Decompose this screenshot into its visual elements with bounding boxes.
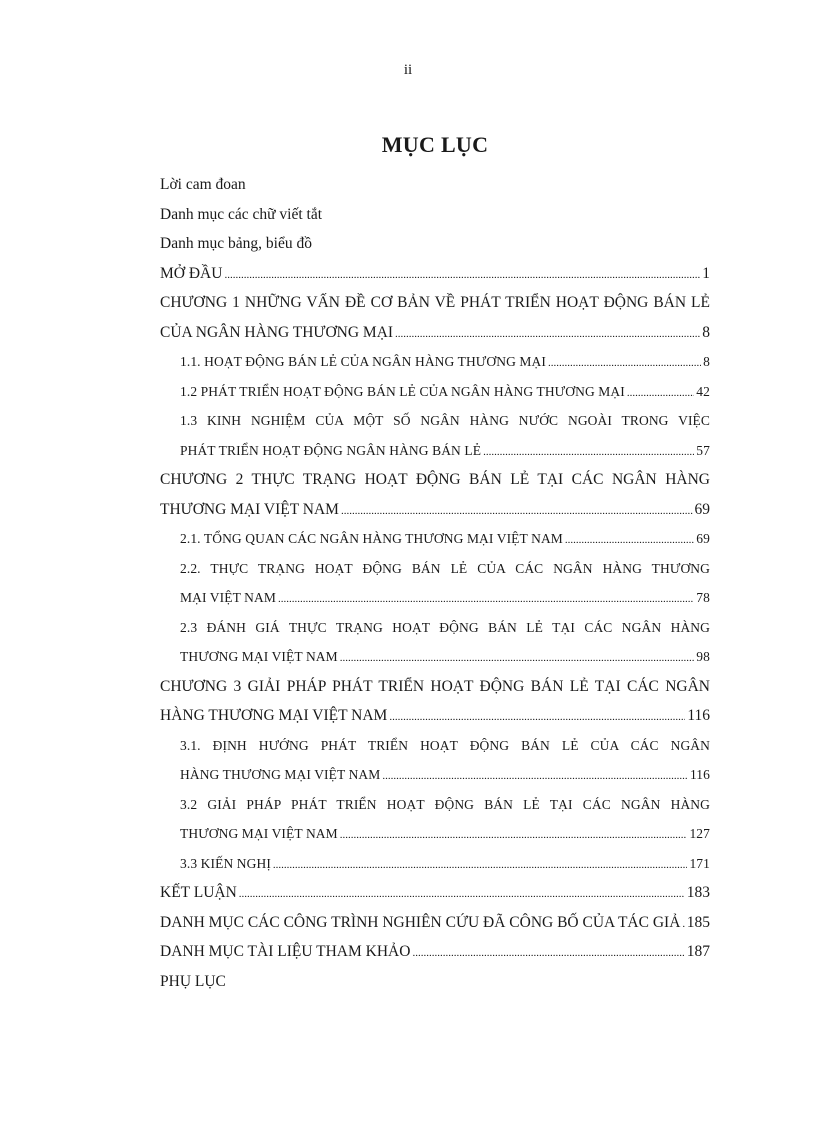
- dot-leader: [224, 261, 700, 289]
- toc-page-number: 8: [703, 354, 710, 369]
- toc-entry-label: CHƯƠNG 1 NHỮNG VẤN ĐỀ CƠ BẢN VỀ PHÁT TRIỂN HOẠT ĐỘNG BÁN LẺ: [160, 294, 710, 311]
- toc-entry-label: THƯƠNG MẠI VIỆT NAM: [160, 500, 339, 518]
- toc-entry-tai-lieu-tham-khao[interactable]: [160, 937, 710, 967]
- toc-entry-label: CHƯƠNG 3 GIẢI PHÁP PHÁT TRIỂN HOẠT ĐỘNG BÁN LẺ TẠI CÁC NGÂN: [160, 677, 710, 695]
- dot-leader: [412, 939, 684, 967]
- toc-entry-2-2-line2[interactable]: [180, 583, 710, 613]
- toc-entry-label: KẾT LUẬN: [160, 884, 237, 901]
- toc-entry-ket-luan[interactable]: [160, 878, 710, 908]
- toc-entry-label: CỦA NGÂN HÀNG THƯƠNG MẠI: [160, 323, 394, 341]
- toc-entry-label: THƯƠNG MẠI VIỆT NAM: [180, 649, 338, 664]
- toc-entry-label: Danh mục các chữ viết tắt: [160, 205, 323, 223]
- dot-leader: [627, 379, 694, 407]
- toc-page-number: 187: [686, 943, 710, 960]
- toc-entry-1-3-line1[interactable]: [180, 406, 710, 436]
- toc-entry-label: DANH MỤC TÀI LIỆU THAM KHẢO: [160, 943, 411, 960]
- toc-page-number: 98: [696, 649, 710, 664]
- toc-entry-label: PHÁT TRIỂN HOẠT ĐỘNG NGÂN HÀNG BÁN LẺ: [180, 442, 482, 458]
- dot-leader: [548, 349, 701, 377]
- toc-page-number: 78: [696, 590, 710, 605]
- toc-entry-2-1[interactable]: [180, 524, 710, 554]
- toc-entry-label: Danh mục bảng, biểu đồ: [160, 235, 312, 252]
- dot-leader: [340, 821, 688, 849]
- toc-entry-label: 2.3 ĐÁNH GIÁ THỰC TRẠNG HOẠT ĐỘNG BÁN LẺ TẠI CÁC NGÂN HÀNG: [180, 619, 710, 635]
- dot-leader: [565, 526, 694, 554]
- toc-entry-chuong-3-line1[interactable]: [160, 672, 710, 702]
- toc-entry-phu-luc[interactable]: [160, 967, 710, 997]
- toc-entry-chuong-1-line2[interactable]: [160, 318, 710, 348]
- toc-entry-label: 3.3 KIẾN NGHỊ: [180, 855, 271, 871]
- toc-page-number: 57: [696, 442, 710, 458]
- toc-entry-label: CHƯƠNG 2 THỰC TRẠNG HOẠT ĐỘNG BÁN LẺ TẠI CÁC NGÂN HÀNG: [160, 471, 710, 488]
- toc-page-number: 127: [689, 826, 710, 841]
- toc-entry-label: MẠI VIỆT NAM: [180, 590, 276, 605]
- toc-entry-2-3-line1[interactable]: [180, 613, 710, 643]
- toc-page-number: 183: [686, 884, 710, 901]
- toc-entry-chuong-2-line2[interactable]: [160, 495, 710, 525]
- toc-page-number: 69: [694, 500, 710, 518]
- toc-entry-3-2-line2[interactable]: [180, 819, 710, 849]
- toc-entry-label: HÀNG THƯƠNG MẠI VIỆT NAM: [160, 707, 388, 724]
- toc-entry-3-1-line2[interactable]: [180, 760, 710, 790]
- toc-entry-danh-muc-bang-bieu-do[interactable]: [160, 229, 710, 259]
- toc-entry-label: 3.1. ĐỊNH HƯỚNG PHÁT TRIỂN HOẠT ĐỘNG BÁN LẺ CỦA CÁC NGÂN: [180, 737, 710, 753]
- toc-entry-label: 1.1. HOẠT ĐỘNG BÁN LẺ CỦA NGÂN HÀNG THƯƠNG MẠI: [180, 354, 546, 369]
- toc-entry-label: THƯƠNG MẠI VIỆT NAM: [180, 826, 338, 841]
- toc-entry-label: MỞ ĐẦU: [160, 264, 223, 282]
- toc-entry-label: 1.2 PHÁT TRIỂN HOẠT ĐỘNG BÁN LẺ CỦA NGÂN HÀNG THƯƠNG MẠI: [180, 383, 625, 399]
- toc-page-number: 8: [702, 323, 710, 341]
- toc-entry-1-1[interactable]: [180, 347, 710, 377]
- toc-entry-mo-dau[interactable]: [160, 259, 710, 289]
- toc-entry-label: HÀNG THƯƠNG MẠI VIỆT NAM: [180, 767, 381, 782]
- toc-page-number: 171: [689, 855, 710, 871]
- toc-entry-1-3-line2[interactable]: [180, 436, 710, 466]
- page-number: ii: [403, 62, 413, 78]
- dot-leader: [483, 438, 694, 466]
- toc-page-number: 69: [696, 531, 710, 546]
- dot-leader: [382, 762, 688, 790]
- toc-page-number: 116: [687, 707, 710, 724]
- toc-page-number: 185: [686, 913, 710, 931]
- toc-entry-danh-muc-chu-viet-tat[interactable]: [160, 200, 710, 230]
- toc-entry-label: Lời cam đoan: [160, 176, 246, 193]
- dot-leader: [278, 585, 694, 613]
- toc-entry-1-2[interactable]: [180, 377, 710, 407]
- toc-entry-chuong-3-line2[interactable]: [160, 701, 710, 731]
- dot-leader: [239, 880, 685, 908]
- dot-leader: [389, 703, 685, 731]
- toc-entry-2-2-line1[interactable]: [180, 554, 710, 584]
- toc-entry-label: 1.3 KINH NGHIỆM CỦA MỘT SỐ NGÂN HÀNG NƯỚC NGOÀI TRONG VIỆC: [180, 413, 710, 428]
- toc-entry-label: 2.1. TỔNG QUAN CÁC NGÂN HÀNG THƯƠNG MẠI VIỆT NAM: [180, 531, 563, 546]
- toc-entry-3-3[interactable]: [180, 849, 710, 879]
- toc-entry-3-2-line1[interactable]: [180, 790, 710, 820]
- dot-leader: [682, 910, 684, 938]
- toc-entry-chuong-2-line1[interactable]: [160, 465, 710, 495]
- dot-leader: [341, 497, 693, 525]
- toc-entry-label: DANH MỤC CÁC CÔNG TRÌNH NGHIÊN CỨU ĐÃ CÔNG BỐ CỦA TÁC GIẢ: [160, 913, 681, 931]
- toc-entry-3-1-line1[interactable]: [180, 731, 710, 761]
- page-title: MỤC LỤC: [381, 132, 489, 157]
- toc-entry-cong-trinh-nghien-cuu[interactable]: [160, 908, 710, 938]
- toc-entry-chuong-1-line1[interactable]: [160, 288, 710, 318]
- toc-page-number: 42: [696, 383, 710, 399]
- toc-entry-label: 3.2 GIẢI PHÁP PHÁT TRIỂN HOẠT ĐỘNG BÁN LẺ TẠI CÁC NGÂN HÀNG: [180, 796, 710, 812]
- dot-leader: [340, 644, 695, 672]
- dot-leader: [395, 320, 700, 348]
- toc-entry-loi-cam-doan[interactable]: [160, 170, 710, 200]
- toc-page-number: 116: [689, 767, 710, 782]
- toc-page-number: 1: [702, 264, 710, 282]
- toc-entry-label: 2.2. THỰC TRẠNG HOẠT ĐỘNG BÁN LẺ CỦA CÁC NGÂN HÀNG THƯƠNG: [180, 560, 710, 576]
- dot-leader: [273, 851, 688, 879]
- toc-entry-2-3-line2[interactable]: [180, 642, 710, 672]
- table-of-contents: [160, 170, 710, 996]
- toc-entry-label: PHỤ LỤC: [160, 972, 226, 990]
